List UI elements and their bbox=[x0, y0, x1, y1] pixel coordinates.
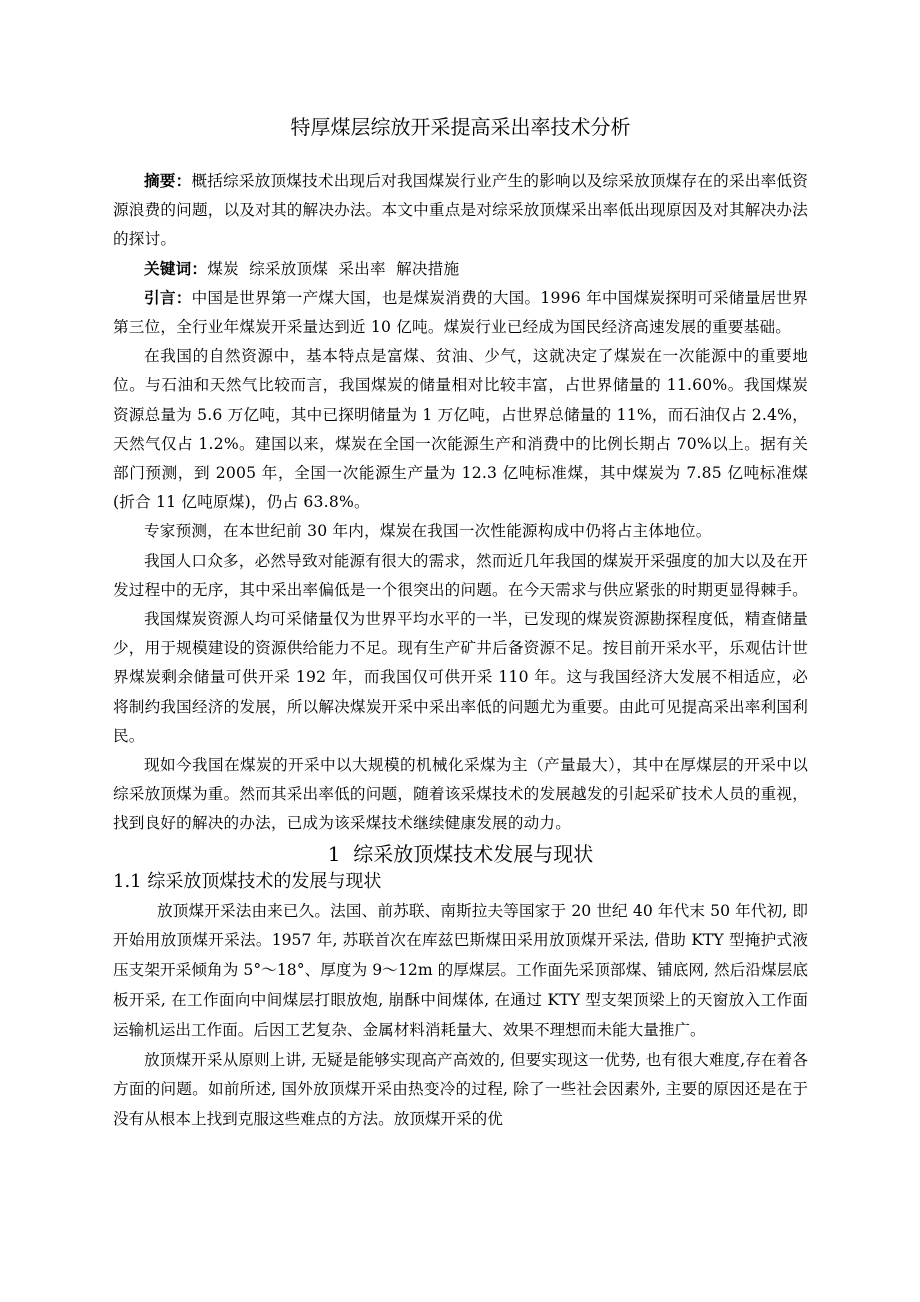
body-paragraph-5: 现如今我国在煤炭的开采中以大规模的机械化采煤为主（产量最大），其中在厚煤层的开采中以综采放顶煤为重。然而其采出率低的问题，随着该采煤技术的发展越发的引起采矿技术人员的重视，找到良好的解决的办法，已成为该采煤技术继续健康发展的动力。 bbox=[113, 756, 808, 833]
intro-label: 引言： bbox=[144, 288, 192, 307]
body-paragraph-7: 放顶煤开采从原则上讲, 无疑是能够实现高产高效的, 但要实现这一优势, 也有很大难度,存在着各方面的问题。如前所述, 国外放顶煤开采由热变冷的过程, 除了一些社会因素外, 主要的原因还是在于没有从根本上找到克服这些难点的方法。放顶煤开采的优 bbox=[113, 1050, 808, 1129]
body-paragraph-6: 放顶煤开采法由来已久。法国、前苏联、南斯拉夫等国家于 20 世纪 40 年代末 50 年代初, 即开始用放顶煤开采法。1957 年, 苏联首次在库兹巴斯煤田采用放顶煤开采法, 借助 KTY 型掩护式液压支架开采倾角为 5°～18°、厚度为 9～12m 的厚煤层。工作面先采顶部煤、铺底网, 然后沿煤层底板开采, 在工作面向中间煤层打眼放炮, 崩酥中间煤体, 在通过 KTY 型支架顶梁上的天窗放入工作面运输机运出工作面。后因工艺复杂、金属材料消耗量大、效果不理想而未能大量推广。 bbox=[113, 901, 808, 1039]
keywords-text: 煤炭 综采放顶煤 采出率 解决措施 bbox=[207, 259, 460, 278]
doc-title: 特厚煤层综放开采提高采出率技术分析 bbox=[290, 115, 631, 139]
abstract-paragraph bbox=[113, 167, 808, 255]
subsection-heading-1-1: 1.1 综采放顶煤技术的发展与现状 bbox=[113, 870, 382, 892]
body-paragraph-1: 在我国的自然资源中，基本特点是富煤、贫油、少气，这就决定了煤炭在一次能源中的重要地位。与石油和天然气比较而言，我国煤炭的储量相对比较丰富，占世界储量的 11.60%。我国煤炭资源总量为 5.6 万亿吨，其中已探明储量为 1 万亿吨，占世界总储量的 11%，而石油仅占 2.4%，天然气仅占 1.2%。建国以来，煤炭在全国一次能源生产和消费中的比例长期占 70%以上。据有关部门预测，到 2005 年，全国一次能源生产量为 12.3 亿吨标准煤，其中煤炭为 7.85 亿吨标准煤(折合 11 亿吨原煤)，仍占 63.8%。 bbox=[113, 347, 808, 512]
body-paragraph-2: 专家预测，在本世纪前 30 年内，煤炭在我国一次性能源构成中仍将占主体地位。 bbox=[144, 522, 712, 541]
body-paragraph-4: 我国煤炭资源人均可采储量仅为世界平均水平的一半，已发现的煤炭资源勘探程度低，精查储量少，用于规模建设的资源供给能力不足。现有生产矿井后备资源不足。按目前开采水平，乐观估计世界煤炭剩余储量可供开采 192 年，而我国仅可供开采 110 年。这与我国经济大发展不相适应，必将制约我国经济的发展，所以解决煤炭开采中采出率低的问题尤为重要。由此可见提高采出率利国利民。 bbox=[113, 610, 808, 745]
keywords-label: 关键词： bbox=[144, 259, 208, 278]
intro-text: 中国是世界第一产煤大国，也是煤炭消费的大国。1996 年中国煤炭探明可采储量居世界第三位，全行业年煤炭开采量达到近 10 亿吨。煤炭行业已经成为国民经济高速发展的重要基础。 bbox=[113, 288, 809, 337]
body-paragraph-3: 我国人口众多，必然导致对能源有很大的需求，然而近几年我国的煤炭开采强度的加大以及在开发过程中的无序，其中采出率偏低是一个很突出的问题。在今天需求与供应紧张的时期更显得棘手。 bbox=[113, 551, 808, 599]
section-heading-1: 1 综采放顶煤技术发展与现状 bbox=[327, 841, 594, 866]
keywords-paragraph bbox=[113, 255, 808, 284]
abstract-label: 摘要： bbox=[144, 172, 192, 190]
intro-paragraph bbox=[113, 284, 808, 342]
abstract-text: 概括综采放顶煤技术出现后对我国煤炭行业产生的影响以及综采放顶煤存在的采出率低资源浪费的问题，以及对其的解决办法。本文中重点是对综采放顶煤采出率低出现原因及对其解决办法的探讨。 bbox=[113, 172, 808, 249]
